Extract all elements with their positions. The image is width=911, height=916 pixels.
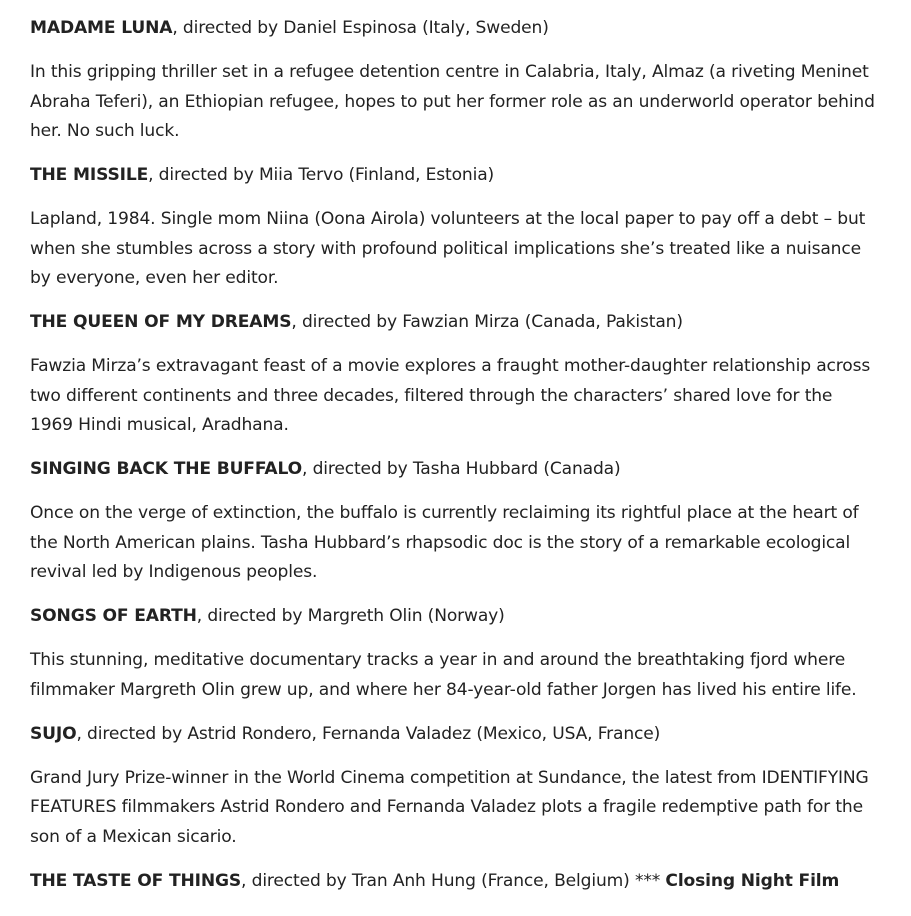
film-title: THE MISSILE xyxy=(30,165,149,185)
film-heading xyxy=(30,867,880,897)
film-synopsis: Lapland, 1984. Single mom Niina (Oona Airola) volunteers at the local paper to pay off a debt – but when she stumbles across a story with profound political implications she’s treated like a nuisance by everyone, even her editor. xyxy=(30,209,866,288)
film-entry-songs-of-earth xyxy=(30,602,880,705)
film-synopsis: Fawzia Mirza’s extravagant feast of a movie explores a fraught mother-daughter relationship across two different continents and three decades, filtered through the characters’ shared love for the 1969 Hindi musical, Aradhana. xyxy=(30,356,871,435)
film-title: SINGING BACK THE BUFFALO xyxy=(30,459,302,479)
film-heading xyxy=(30,602,880,632)
film-title: THE TASTE OF THINGS xyxy=(30,870,242,891)
film-list xyxy=(30,14,880,911)
film-title: SONGS OF EARTH xyxy=(30,606,197,626)
film-entry-the-taste-of-things xyxy=(30,867,880,897)
film-heading xyxy=(30,455,880,485)
closing-night-note: Closing Night Film xyxy=(665,870,840,891)
film-credit: , directed by Astrid Rondero, Fernanda Valadez (Mexico, USA, France) xyxy=(76,723,661,744)
film-title: SUJO xyxy=(30,723,77,744)
film-entry-madame-luna xyxy=(30,14,880,147)
film-credit: , directed by Daniel Espinosa (Italy, Sweden) xyxy=(172,18,549,38)
film-entry-the-queen-of-my-dreams xyxy=(30,308,880,441)
film-entry-sujo xyxy=(30,720,880,853)
film-credit: , directed by Fawzian Mirza (Canada, Pakistan) xyxy=(291,312,683,332)
film-synopsis: Once on the verge of extinction, the buffalo is currently reclaiming its rightful place at the heart of the North American plains. Tasha Hubbard’s rhapsodic doc is the story of a remarkable ecological revival led by Indigenous peoples. xyxy=(30,503,859,582)
film-synopsis: This stunning, meditative documentary tracks a year in and around the breathtaking fjord where filmmaker Margreth Olin grew up, and where her 84-year-old father Jorgen has lived his entire life. xyxy=(30,650,857,700)
film-synopsis: Grand Jury Prize-winner in the World Cinema competition at Sundance, the latest from IDENTIFYING FEATURES filmmakers Astrid Rondero and Fernanda Valadez plots a fragile redemptive path for the son of a Mexican sicario. xyxy=(30,767,869,847)
film-credit: , directed by Tasha Hubbard (Canada) xyxy=(302,459,621,479)
film-heading xyxy=(30,14,880,44)
film-heading xyxy=(30,720,880,750)
film-credit: , directed by Miia Tervo (Finland, Estonia) xyxy=(148,165,495,185)
film-credit: , directed by Tran Anh Hung (France, Belgium) *** xyxy=(241,870,666,891)
film-entry-singing-back-the-buffalo xyxy=(30,455,880,588)
film-credit: , directed by Margreth Olin (Norway) xyxy=(196,606,505,626)
film-title: THE QUEEN OF MY DREAMS xyxy=(30,312,292,332)
film-heading xyxy=(30,161,880,191)
film-title: MADAME LUNA xyxy=(30,18,173,38)
film-heading xyxy=(30,308,880,338)
film-entry-the-missile xyxy=(30,161,880,294)
film-synopsis: In this gripping thriller set in a refugee detention centre in Calabria, Italy, Almaz (a riveting Meninet Abraha Teferi), an Ethiopian refugee, hopes to put her former role as an underworld operator behind her. No such luck. xyxy=(30,62,875,141)
